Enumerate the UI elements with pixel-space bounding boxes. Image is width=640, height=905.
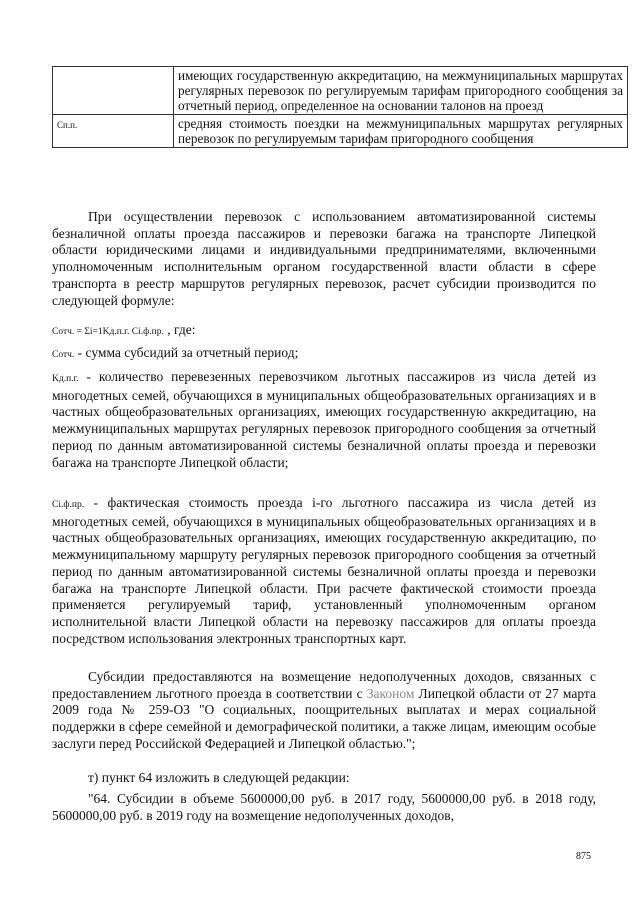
table-symbol-cell: Cп.п. xyxy=(53,115,174,148)
paragraph-text: Липецкой области от 27 марта 2009 года № 259-ОЗ "О социальных, поощрительных выплатах и мерах социальной поддержки в сфере семейной и демографической политики, а также лицам, имеющим особые заслуги перед Российской Федерацией и Липецкой областью."; xyxy=(52,685,596,751)
definition-text: - фактическая стоимость проезда i-го льготного пассажира из числа детей из многодетных семей, обучающихся в муниципальных общеобразовательных организациях и в частных общеобразовательных организациях, имеющих государственную аккредитацию, по межмуниципальному маршруту регулярных перевозок пригородного сообщения за отчетный период по данным автоматизированной системы безналичной оплаты проезда и перевозки багажа на транспорте Липецкой области. При расчете фактической стоимости проезда применяется регулируемый тариф, установленный уполномоченным органом исполнительной власти Липецкой области на перевозку пассажиров для оплаты проезда посредством использования электронных транспортных карт. xyxy=(52,495,596,646)
table-text-cell: имеющих государственную аккредитацию, на межмуниципальных маршрутах регулярных перевозок по регулируемым тарифам пригородного сообщения за отчетный период, определенное на основании талонов на проезд xyxy=(174,67,628,115)
definition-text: - количество перевезенных перевозчиком льготных пассажиров из числа детей из многодетных семей, обучающихся в муниципальных общеобразовательных организациях и в частных общеобразовательных организациях, имеющих государственную аккредитацию, на межмуниципальных маршрутах регулярных перевозок пригородного сообщения за отчетный период по данным автоматизированной системы безналичной оплаты проезда и перевозки багажа на транспорте Липецкой области; xyxy=(52,369,596,470)
law-link[interactable]: Законом xyxy=(366,685,415,701)
formula-expression: Cотч. = Σi=1Kд.п.г. Ci.ф.пр. xyxy=(52,327,164,337)
table-text-cell: средняя стоимость поездки на межмуниципальных маршрутах регулярных перевозок по регулируемым тарифам пригородного сообщения xyxy=(174,115,628,148)
paragraph-intro: При осуществлении перевозок с использованием автоматизированной системы безналичной оплаты проезда пассажиров и перевозки багажа на транспорте Липецкой области юридическими лицами и индивидуальными предпринимателями, включенными уполномоченным исполнительным органом государственной власти области в сфере транспорта в реестр маршрутов регулярных перевозок, расчет субсидии производится по следующей формуле: xyxy=(52,209,596,308)
definition-c-ifpr xyxy=(52,495,596,647)
paragraph-item-t: т) пункт 64 изложить в следующей редакции: xyxy=(88,770,350,785)
subsidy-formula xyxy=(52,322,195,338)
definition-symbol: Cотч. xyxy=(52,350,75,360)
definition-text: - сумма субсидий за отчетный период; xyxy=(77,345,299,360)
table-symbol-cell xyxy=(53,67,174,115)
definition-c-otch xyxy=(52,345,596,364)
table-row xyxy=(53,67,628,115)
definition-k-dpg xyxy=(52,369,596,471)
definition-symbol: Kд.п.г. xyxy=(52,374,79,384)
definitions-table xyxy=(52,66,628,148)
table-row xyxy=(53,115,628,148)
page-number: 875 xyxy=(576,851,591,862)
formula-suffix: , где: xyxy=(167,322,196,337)
definition-symbol: Ci.ф.пр. xyxy=(52,500,85,510)
paragraph-text: Субсидии предоставляются на возмещение недополученных доходов, связанных с предоставлением льготного проезда в соответствии с xyxy=(52,669,596,701)
paragraph-item-64: "64. Субсидии в объеме 5600000,00 руб. в 2017 году, 5600000,00 руб. в 2018 году, 5600000,00 руб. в 2019 году на возмещение недополученных доходов, xyxy=(52,791,596,823)
paragraph-subsidies xyxy=(52,669,596,753)
